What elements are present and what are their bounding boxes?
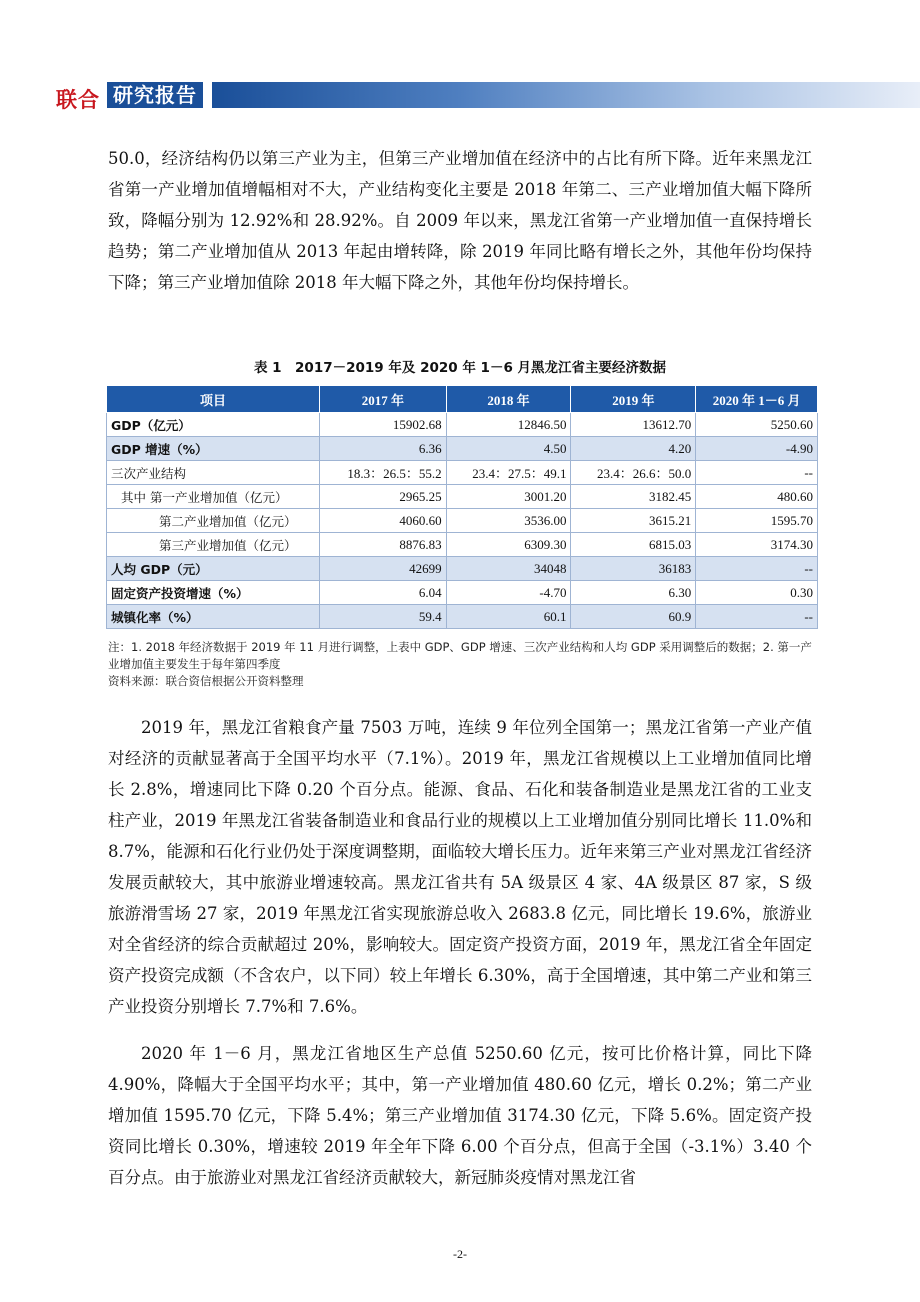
cell-2019: 6.30 [571,581,696,605]
cell-2019: 3615.21 [571,509,696,533]
body-paragraph-2: 2019 年，黑龙江省粮食产量 7503 万吨，连续 9 年位列全国第一；黑龙江省第一产业产值对经济的贡献显著高于全国平均水平（7.1%）。2019 年，黑龙江省规模以上工业增加值同比增长 2.8%，增速同比下降 0.20 个百分点。能源、食品、石化和装备制造业是黑龙江省的工业支柱产业，2019 年黑龙江省装备制造业和食品行业的规模以上工业增加值分别同比增长 11.0%和 8.7%，能源和石化行业仍处于深度调整期，面临较大增长压力。近年来第三产业对黑龙江省经济发展贡献较大，其中旅游业增速较高。黑龙江省共有 5A 级景区 4 家、4A 级景区 87 家，S 级旅游滑雪场 27 家，2019 年黑龙江省实现旅游总收入 2683.8 亿元，同比增长 19.6%，旅游业对全省经济的综合贡献超过 20%，影响较大。固定资产投资方面，2019 年，黑龙江省全年固定资产投资完成额（不含农户，以下同）较上年增长 6.30%，高于全国增速，其中第二产业和第三产业投资分别增长 7.7%和 7.6%。 [108,718,812,1016]
cell-2017: 8876.83 [320,533,447,557]
body-paragraph-3: 2020 年 1－6 月，黑龙江省地区生产总值 5250.60 亿元，按可比价格计算，同比下降 4.90%，降幅大于全国平均水平；其中，第一产业增加值 480.60 亿元，增长 0.2%；第二产业增加值 1595.70 亿元，下降 5.4%；第三产业增加值 3174.30 亿元，下降 5.6%。固定资产投资同比增长 0.30%，增速较 2019 年全年下降 6.00 个百分点，但高于全国（-3.1%）3.40 个百分点。由于旅游业对黑龙江省经济贡献较大，新冠肺炎疫情对黑龙江省 [108,1044,812,1187]
row-label: 固定资产投资增速（%） [107,581,320,605]
cell-2018: 60.1 [446,605,571,629]
table-row [107,461,818,485]
cell-2019: 3182.45 [571,485,696,509]
cell-2019: 23.4：26.6：50.0 [571,461,696,485]
col-header-2018: 2018 年 [446,386,571,413]
cell-2017: 18.3：26.5：55.2 [320,461,447,485]
table-row [107,509,818,533]
table-row [107,533,818,557]
cell-2017: 4060.60 [320,509,447,533]
table-row [107,581,818,605]
table-header-row [107,386,818,413]
cell-2018: 4.50 [446,437,571,461]
cell-2020h1: 480.60 [696,485,818,509]
cell-2018: -4.70 [446,581,571,605]
cell-2018: 34048 [446,557,571,581]
table-row [107,485,818,509]
cell-2017: 6.04 [320,581,447,605]
brand-logo-text: 联合 [56,88,100,112]
cell-2019: 60.9 [571,605,696,629]
row-label: 人均 GDP（元） [107,557,320,581]
row-label: GDP（亿元） [107,413,320,437]
cell-2020h1: 5250.60 [696,413,818,437]
table-row [107,413,818,437]
cell-2019: 6815.03 [571,533,696,557]
cell-2020h1: -4.90 [696,437,818,461]
col-header-item: 项目 [107,386,320,413]
cell-2018: 3001.20 [446,485,571,509]
cell-2020h1: -- [696,557,818,581]
report-header [0,76,920,112]
row-label: 城镇化率（%） [107,605,320,629]
report-type-label: 研究报告 [107,82,203,108]
table-caption: 表 1 2017－2019 年及 2020 年 1－6 月黑龙江省主要经济数据 [253,360,667,376]
body-paragraph-1: 50.0，经济结构仍以第三产业为主，但第三产业增加值在经济中的占比有所下降。近年来黑龙江省第一产业增加值增幅相对不大，产业结构变化主要是 2018 年第二、三产业增加值大幅下降所致，降幅分别为 12.92%和 28.92%。自 2009 年以来，黑龙江省第一产业增加值一直保持增长趋势；第二产业增加值从 2013 年起由增转降，除 2019 年同比略有增长之外，其他年份均保持下降；第三产业增加值除 2018 年大幅下降之外，其他年份均保持增长。 [108,149,812,292]
cell-2017: 15902.68 [320,413,447,437]
cell-2020h1: 1595.70 [696,509,818,533]
page-number: -2- [453,1247,467,1261]
cell-2018: 12846.50 [446,413,571,437]
cell-2017: 59.4 [320,605,447,629]
cell-2020h1: -- [696,461,818,485]
cell-2019: 4.20 [571,437,696,461]
table-source: 资料来源：联合资信根据公开资料整理 [108,674,304,688]
cell-2020h1: 3174.30 [696,533,818,557]
cell-2019: 36183 [571,557,696,581]
cell-2020h1: 0.30 [696,581,818,605]
cell-2017: 6.36 [320,437,447,461]
row-label: 第三产业增加值（亿元） [107,533,320,557]
table-row [107,605,818,629]
row-label: 其中 第一产业增加值（亿元） [107,485,320,509]
cell-2018: 6309.30 [446,533,571,557]
col-header-2019: 2019 年 [571,386,696,413]
cell-2018: 3536.00 [446,509,571,533]
cell-2020h1: -- [696,605,818,629]
row-label: 三次产业结构 [107,461,320,485]
cell-2018: 23.4：27.5：49.1 [446,461,571,485]
row-label: GDP 增速（%） [107,437,320,461]
table-note: 注：1. 2018 年经济数据于 2019 年 11 月进行调整，上表中 GDP、GDP 增速、三次产业结构和人均 GDP 采用调整后的数据；2. 第一产业增加值主要发生于每年第四季度 [108,640,812,671]
economic-data-table [106,385,818,629]
row-label: 第二产业增加值（亿元） [107,509,320,533]
table-row [107,557,818,581]
table-row [107,437,818,461]
col-header-2020h1: 2020 年 1－6 月 [696,386,818,413]
cell-2019: 13612.70 [571,413,696,437]
cell-2017: 42699 [320,557,447,581]
col-header-2017: 2017 年 [320,386,447,413]
header-gradient-bar [212,82,920,108]
cell-2017: 2965.25 [320,485,447,509]
